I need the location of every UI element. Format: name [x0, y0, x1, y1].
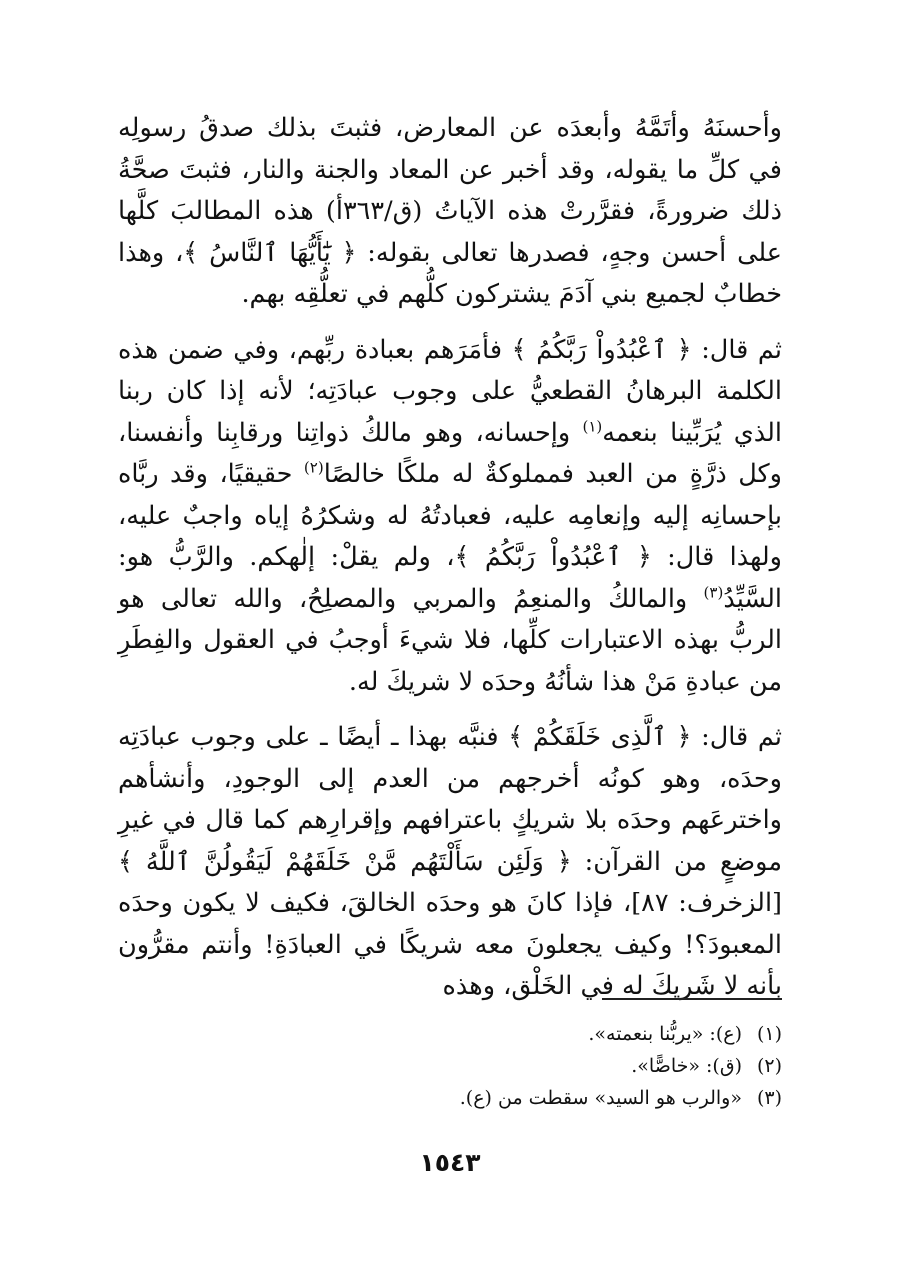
- footnotes: [118, 1018, 782, 1114]
- footnote-2-text: (ق): «خاصًّا».: [631, 1055, 742, 1077]
- footnote-ref-1: (١): [582, 417, 603, 435]
- footnote-2-number: (٢): [756, 1055, 782, 1077]
- paragraph-2-text-c: حقيقيًا، وقد ربَّاه بإحسانِه إليه وإنعامِه عليه، فعبادتُهُ له وشكرُهُ إياه واجبٌ عليه، ولهذا قال: ﴿ ٱعْبُدُواْ رَبَّكُمُ ﴾، ولم يقلْ: إلٰهكم. والرَّبُّ هو: السَّيِّدُ: [118, 459, 782, 614]
- footnote-1-text: (ع): «يربُّنا بنعمته».: [588, 1023, 742, 1045]
- footnote-1-number: (١): [756, 1023, 782, 1045]
- footnote-3: [118, 1082, 782, 1114]
- body-paragraph-3: ثم قال: ﴿ ٱلَّذِى خَلَقَكُمْ ﴾ فنبَّه بهذا ـ أيضًا ـ على وجوب عبادَتِه وحدَه، وهو كونُه أخرجهم من العدم إلى الوجودِ، وأنشأهم واخترعَهم وحدَه بلا شريكٍ باعترافهم وإقرارِهم كما قال في غيرِ موضعٍ من القرآن: ﴿ وَلَئِن سَأَلْتَهُم مَّنْ خَلَقَهُمْ لَيَقُولُنَّ ٱللَّهُ ﴾ [الزخرف: ٨٧]، فإذا كانَ هو وحدَه الخالقَ، فكيف لا يكون وحدَه المعبودَ؟! وكيف يجعلونَ معه شريكًا في العبادَةِ! وأنتم مقرُّون بأنه لا شَريكَ له في الخَلْق، وهذه: [118, 722, 782, 1001]
- paragraph-2-text-a: ثم قال: ﴿ ٱعْبُدُواْ رَبَّكُمُ ﴾ فأمَرَهم بعبادة ربِّهم، وفي ضمن هذه الكلمة البرهانُ القطعيُّ على وجوب عبادَتِه؛ لأنه إذا كان ربنا الذي يُرَبِّينا بنعمه: [118, 334, 782, 448]
- footnote-ref-2: (٢): [303, 458, 324, 477]
- footnote-2: [118, 1050, 782, 1082]
- paragraph-2-text-b: وإحسانه، وهو مالكُ ذواتِنا ورقابِنا وأنفسنا، وكل ذرَّةٍ من العبد فمملوكةٌ له ملكًا خالصًا: [118, 417, 782, 489]
- body-paragraph-1: وأحسنَهُ وأتَمَّهُ وأبعدَه عن المعارض، فثبتَ بذلك صدقُ رسولِه في كلِّ ما يقوله، وقد أخبر عن المعاد والجنة والنار، فثبتَ صحَّةُ ذلك ضرورةً، فقرَّرتْ هذه الآياتُ (ق/٣٦٣أ) هذه المطالبَ كلَّها على أحسن وجهٍ، فصدرها تعالى بقوله: ﴿ يَٰٓأَيُّهَا ٱلنَّاسُ ﴾، وهذا خطابٌ لجميع بني آدَمَ يشتركون كلُّهم في تعلُّقِه بهم.: [118, 113, 782, 309]
- footnote-divider: [602, 998, 782, 1000]
- footnote-1: [118, 1018, 782, 1050]
- footnote-ref-3: (٣): [703, 583, 724, 601]
- footnote-3-text: «والرب هو السيد» سقطت من (ع).: [459, 1087, 742, 1109]
- footnote-3-number: (٣): [756, 1087, 782, 1109]
- page-number: ١٥٤٣: [419, 1148, 481, 1177]
- body-paragraph-2: [118, 330, 782, 704]
- paragraph-2-text-d: والمالكُ والمنعِمُ والمربي والمصلِحُ، والله تعالى هو الربُّ بهذه الاعتبارات كلِّها، فلا شيءَ أوجبُ في العقول والفِطَرِ من عبادةِ مَنْ هذا شأنُهُ وحدَه لا شريكَ له.: [118, 583, 782, 697]
